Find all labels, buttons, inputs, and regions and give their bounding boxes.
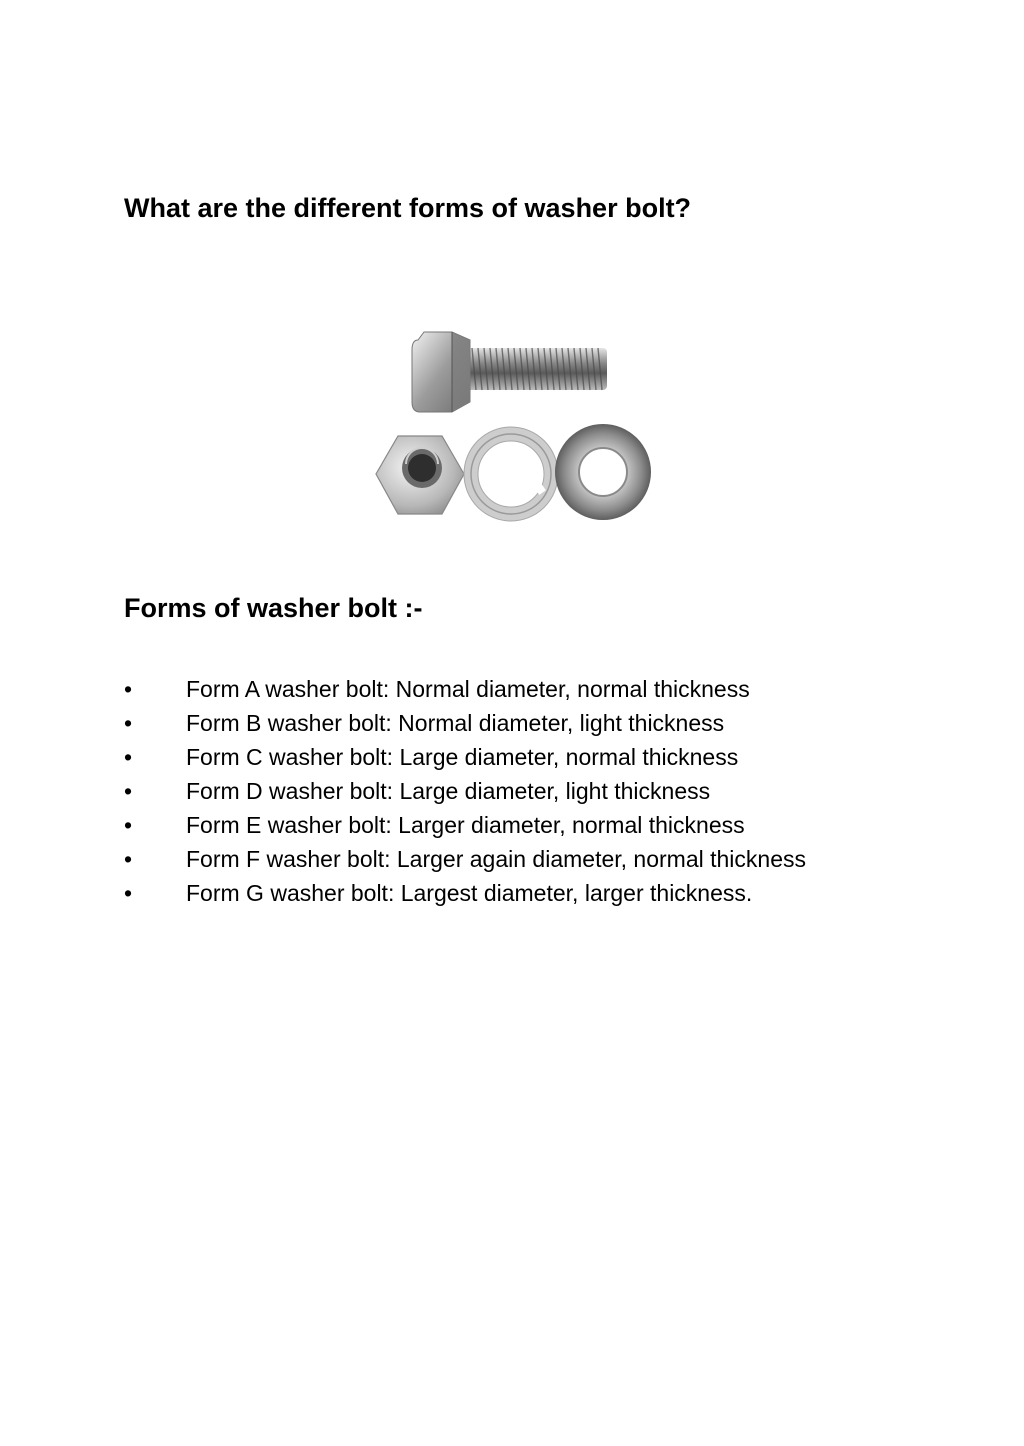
bullet: • bbox=[124, 778, 133, 804]
bullet: • bbox=[124, 744, 133, 770]
spring-washer-icon bbox=[464, 427, 558, 521]
bullet: • bbox=[124, 880, 133, 906]
list-item-text: Form F washer bolt: Larger again diameter, normal thickness bbox=[186, 846, 806, 872]
section-heading: Forms of washer bolt :- bbox=[124, 593, 423, 623]
list-item-text: Form B washer bolt: Normal diameter, light thickness bbox=[186, 710, 725, 736]
list-item-text: Form A washer bolt: Normal diameter, normal thickness bbox=[186, 676, 750, 702]
list-item-text: Form E washer bolt: Larger diameter, normal thickness bbox=[186, 812, 745, 838]
bullet: • bbox=[124, 846, 133, 872]
hex-nut-icon bbox=[376, 436, 464, 514]
list-item-text: Form C washer bolt: Large diameter, normal thickness bbox=[186, 744, 739, 770]
bolt-nut-washer-figure bbox=[360, 318, 670, 528]
bullet: • bbox=[124, 710, 133, 736]
bullet: • bbox=[124, 812, 133, 838]
hex-bolt-icon bbox=[412, 332, 607, 412]
flat-washer-icon bbox=[555, 424, 651, 520]
bullet: • bbox=[124, 676, 133, 702]
list-item-text: Form D washer bolt: Large diameter, light thickness bbox=[186, 778, 711, 804]
page-title: What are the different forms of washer bolt? bbox=[124, 193, 692, 223]
list-item-text: Form G washer bolt: Largest diameter, larger thickness. bbox=[186, 880, 753, 906]
